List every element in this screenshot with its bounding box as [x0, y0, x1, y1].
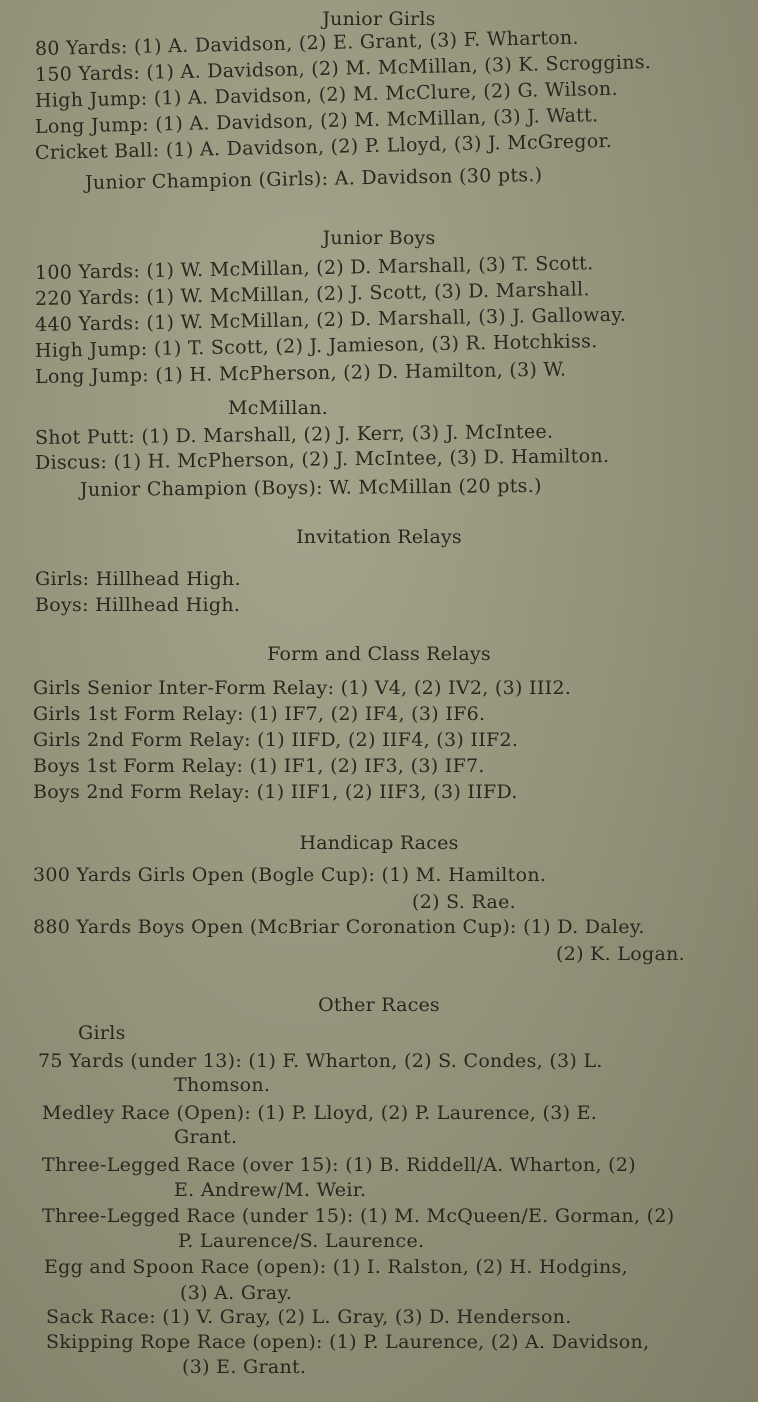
result-line: 440 Yards: (1) W. McMillan, (2) D. Marshall, (3) J. Galloway.: [34, 303, 627, 336]
result-line: Girls: Hillhead High.: [35, 568, 241, 590]
result-line-continued: (2) K. Logan.: [556, 943, 685, 965]
result-line: Boys 2nd Form Relay: (1) IIF1, (2) IIF3, (3) IIFD.: [33, 781, 518, 803]
result-line: 220 Yards: (1) W. McMillan, (2) J. Scott, (3) D. Marshall.: [34, 278, 590, 310]
result-line: 75 Yards (under 13): (1) F. Wharton, (2) S. Condes, (3) L.: [38, 1050, 603, 1072]
junior-boys-heading: Junior Boys: [322, 227, 436, 249]
invitation-relays-heading: Invitation Relays: [296, 526, 462, 548]
result-line-continued: (2) S. Rae.: [412, 891, 517, 913]
result-line: Boys 1st Form Relay: (1) IF1, (2) IF3, (3) IF7.: [33, 755, 485, 777]
result-line: Cricket Ball: (1) A. Davidson, (2) P. Lloyd, (3) J. McGregor.: [34, 129, 613, 164]
result-line: Sack Race: (1) V. Gray, (2) L. Gray, (3) D. Henderson.: [46, 1306, 572, 1328]
result-line-continued: Grant.: [174, 1126, 238, 1148]
result-line: 150 Yards: (1) A. Davidson, (2) M. McMillan, (3) K. Scroggins.: [34, 51, 652, 86]
result-line: Three-Legged Race (over 15): (1) B. Riddell/A. Wharton, (2): [42, 1154, 636, 1176]
result-line-continued: E. Andrew/M. Weir.: [174, 1179, 367, 1201]
champion-line: Junior Champion (Girls): A. Davidson (30 pts.): [84, 164, 543, 194]
handicap-races-heading: Handicap Races: [299, 832, 459, 854]
result-line: Skipping Rope Race (open): (1) P. Laurence, (2) A. Davidson,: [46, 1331, 650, 1353]
form-relays-heading: Form and Class Relays: [267, 643, 491, 665]
result-line: High Jump: (1) A. Davidson, (2) M. McClure, (2) G. Wilson.: [34, 77, 619, 112]
other-races-heading: Other Races: [318, 994, 440, 1016]
result-line-continued: (3) A. Gray.: [180, 1282, 293, 1304]
result-line: Long Jump: (1) H. McPherson, (2) D. Hamilton, (3) W.: [34, 358, 567, 388]
result-line: 80 Yards: (1) A. Davidson, (2) E. Grant, (3) F. Wharton.: [34, 26, 579, 60]
result-line: Egg and Spoon Race (open): (1) I. Ralston, (2) H. Hodgins,: [44, 1256, 628, 1278]
result-line: Medley Race (Open): (1) P. Lloyd, (2) P. Laurence, (3) E.: [42, 1102, 598, 1124]
result-line-continued: (3) E. Grant.: [182, 1356, 307, 1378]
result-line-continued: Thomson.: [174, 1074, 271, 1096]
result-line-continued: P. Laurence/S. Laurence.: [178, 1230, 425, 1252]
junior-girls-heading: Junior Girls: [322, 8, 436, 30]
result-line: 880 Yards Boys Open (McBriar Coronation Cup): (1) D. Daley.: [33, 916, 645, 938]
result-line: Girls 2nd Form Relay: (1) IIFD, (2) IIF4, (3) IIF2.: [33, 729, 519, 751]
result-line: 300 Yards Girls Open (Bogle Cup): (1) M. Hamilton.: [33, 864, 547, 886]
result-line: High Jump: (1) T. Scott, (2) J. Jamieson, (3) R. Hotchkiss.: [34, 330, 598, 362]
result-line: Long Jump: (1) A. Davidson, (2) M. McMillan, (3) J. Watt.: [34, 104, 599, 138]
result-line: Girls 1st Form Relay: (1) IF7, (2) IF4, (3) IF6.: [33, 703, 486, 725]
result-line: Discus: (1) H. McPherson, (2) J. McIntee, (3) D. Hamilton.: [34, 444, 610, 474]
result-line: Boys: Hillhead High.: [35, 594, 241, 616]
subheading: Girls: [78, 1022, 126, 1044]
result-line: Girls Senior Inter-Form Relay: (1) V4, (2) IV2, (3) III2.: [33, 677, 572, 699]
result-line: Shot Putt: (1) D. Marshall, (2) J. Kerr, (3) J. McIntee.: [34, 420, 554, 449]
result-line: 100 Yards: (1) W. McMillan, (2) D. Marshall, (3) T. Scott.: [34, 252, 594, 284]
result-line: Three-Legged Race (under 15): (1) M. McQueen/E. Gorman, (2): [42, 1205, 675, 1227]
result-line-continued: McMillan.: [228, 397, 329, 419]
champion-line: Junior Champion (Boys): W. McMillan (20 pts.): [79, 474, 542, 501]
